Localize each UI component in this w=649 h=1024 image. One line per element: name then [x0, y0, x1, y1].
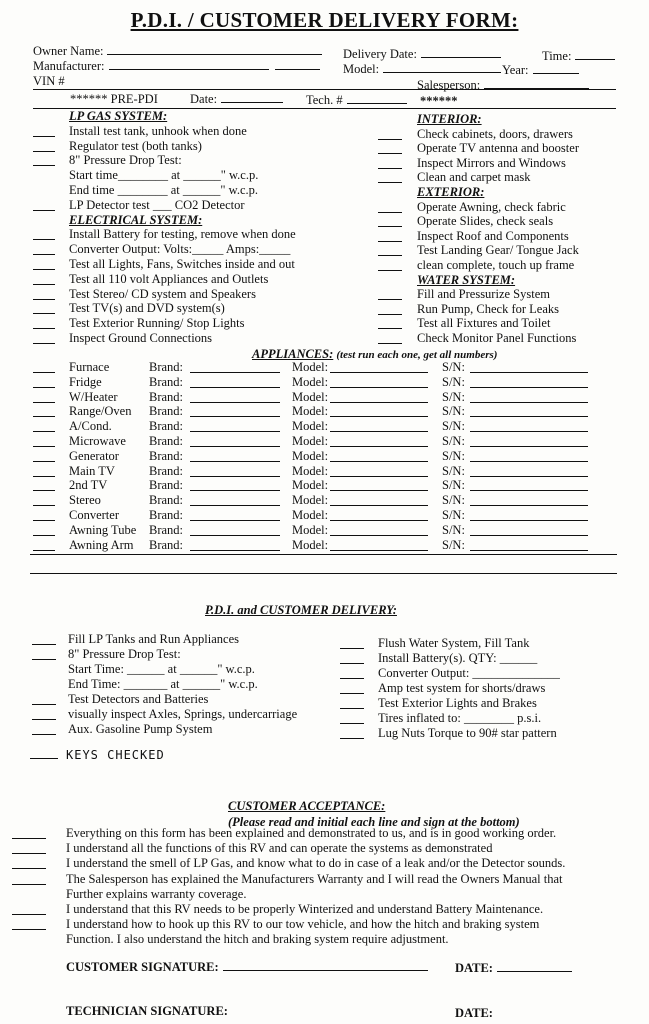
section-heading: ELECTRICAL SYSTEM: [69, 212, 203, 227]
appliance-sn-label: S/N: [442, 463, 465, 478]
appliance-sn-label: S/N: [442, 360, 465, 374]
check-blank[interactable] [378, 139, 402, 140]
form-title: P.D.I. / CUSTOMER DELIVERY FORM: [130, 8, 519, 32]
check-blank[interactable] [12, 914, 46, 915]
fill-in-field[interactable] [470, 535, 588, 536]
checklist-item: Lug Nuts Torque to 90# star pattern [378, 726, 557, 740]
vin-label: VIN # [33, 74, 65, 88]
fill-in-field[interactable] [470, 446, 588, 447]
time-field[interactable] [575, 49, 615, 60]
checklist-item: The Salesperson has explained the Manufacturers Warranty and I will read the Owners Manual that [66, 871, 563, 886]
checklist-item: Test Exterior Running/ Stop Lights [69, 316, 245, 331]
appliance-name-label: Converter [69, 508, 119, 522]
appliance-name-label: Awning Arm [69, 537, 134, 552]
check-blank[interactable] [33, 372, 55, 373]
customer-signature-field[interactable] [223, 960, 428, 971]
fill-in-field[interactable] [190, 416, 280, 417]
technician-signature-label: TECHNICIAN SIGNATURE: [66, 1004, 228, 1018]
appliance-brand-label: Brand: [149, 434, 184, 448]
check-blank[interactable] [378, 314, 402, 315]
fill-in-field[interactable] [190, 431, 280, 432]
check-blank[interactable] [340, 663, 364, 664]
appliance-brand-label: Brand: [149, 374, 184, 389]
checklist-item: Inspect Mirrors and Windows [417, 155, 566, 170]
fill-in-field[interactable] [330, 476, 428, 477]
appliance-sn-label: S/N: [442, 537, 465, 552]
appliance-sn-label: S/N: [442, 389, 465, 404]
appliance-name-label: Fridge [69, 374, 102, 389]
appliance-model-label: Model: [292, 522, 329, 537]
customer-date-field[interactable] [497, 961, 572, 972]
checklist-item: End Time: _______ at ______" w.c.p. [68, 677, 258, 691]
appliance-model-label: Model: [292, 419, 329, 434]
appliance-brand-label: Brand: [149, 478, 184, 493]
check-blank[interactable] [378, 226, 402, 227]
checklist-item: I understand that this RV needs to be properly Winterized and understand Battery Maintenance. [66, 902, 544, 916]
check-blank[interactable] [33, 461, 55, 462]
appliance-model-label: Model: [292, 404, 329, 419]
prepdi-date-label: Date: [190, 92, 283, 107]
appliance-brand-label: Brand: [149, 360, 184, 374]
checklist-item: clean complete, touch up frame [417, 258, 575, 272]
fill-in-field[interactable] [470, 416, 588, 417]
checklist-item: Operate Awning, check fabric [417, 199, 566, 214]
checklist-item: I understand how to hook up this RV to our tow vehicle, and how the hitch and braking system [66, 917, 540, 932]
appliances-heading: APPLIANCES: (test run each one, get all numbers) [252, 347, 498, 361]
check-blank[interactable] [33, 165, 55, 166]
appliance-model-label: Model: [292, 508, 329, 522]
check-blank[interactable] [378, 328, 402, 329]
keys-checked-blank[interactable] [30, 758, 58, 759]
check-blank[interactable] [33, 151, 55, 152]
section-heading: INTERIOR: [417, 112, 482, 126]
checklist-item: Inspect Ground Connections [69, 331, 213, 345]
checklist-item: Inspect Roof and Components [417, 228, 569, 243]
appliance-name-label: Generator [69, 448, 119, 463]
section-divider [30, 573, 617, 574]
check-blank[interactable] [378, 182, 402, 183]
appliance-model-label: Model: [292, 478, 329, 493]
appliance-brand-label: Brand: [149, 448, 184, 463]
check-blank[interactable] [12, 868, 46, 869]
acceptance-heading: CUSTOMER ACCEPTANCE: [228, 799, 386, 813]
appliance-name-label: Main TV [69, 463, 115, 478]
check-blank[interactable] [340, 708, 364, 709]
checklist-item: Test Detectors and Batteries [68, 692, 209, 706]
checklist-item: Check cabinets, doors, drawers [417, 126, 573, 141]
year-field[interactable] [533, 63, 579, 74]
salesperson-field[interactable] [484, 78, 589, 89]
fill-in-field[interactable] [470, 387, 588, 388]
check-blank[interactable] [33, 239, 55, 240]
appliance-name-label: Awning Tube [69, 522, 137, 537]
appliance-brand-label: Brand: [149, 508, 184, 522]
fill-in-field[interactable] [470, 476, 588, 477]
checklist-item: Test Exterior Lights and Brakes [378, 696, 537, 710]
appliance-model-label: Model: [292, 448, 329, 463]
check-blank[interactable] [33, 136, 55, 137]
checklist-item: Test Stereo/ CD system and Speakers [69, 286, 256, 301]
checklist-item: Install test tank, unhook when done [69, 123, 247, 138]
fill-in-field[interactable] [190, 550, 280, 551]
appliance-brand-label: Brand: [149, 522, 184, 537]
appliance-name-label: 2nd TV [69, 478, 108, 493]
checklist-item: Test Landing Gear/ Tongue Jack [417, 243, 579, 258]
check-blank[interactable] [33, 520, 55, 521]
check-blank[interactable] [32, 719, 56, 720]
checklist-item: LP Detector test ___ CO2 Detector [69, 197, 245, 212]
check-blank[interactable] [378, 153, 402, 154]
check-blank[interactable] [340, 678, 364, 679]
delivery-date-label: Delivery Date: [343, 47, 501, 62]
check-blank[interactable] [33, 284, 55, 285]
fill-in-field[interactable] [190, 490, 280, 491]
checklist-item: Test all Fixtures and Toilet [417, 316, 551, 331]
fill-in-field[interactable] [330, 505, 428, 506]
checklist-item: 8" Pressure Drop Test: [68, 647, 181, 661]
appliance-brand-label: Brand: [149, 537, 184, 552]
fill-in-field[interactable] [330, 535, 428, 536]
fill-in-field[interactable] [190, 446, 280, 447]
time-label: Time: [542, 49, 615, 64]
appliance-name-label: Stereo [69, 493, 101, 508]
check-blank[interactable] [340, 693, 364, 694]
checklist-item: Regulator test (both tanks) [69, 138, 202, 153]
fill-in-field[interactable] [470, 431, 588, 432]
appliance-sn-label: S/N: [442, 522, 465, 537]
checklist-item: Test TV(s) and DVD system(s) [69, 301, 225, 316]
salesperson-label: Salesperson: [417, 78, 589, 93]
check-blank[interactable] [12, 929, 46, 930]
checklist-item: I understand all the functions of this RV and can operate the systems as demonstrated [66, 841, 493, 856]
appliance-brand-label: Brand: [149, 389, 184, 404]
appliance-model-label: Model: [292, 493, 329, 508]
appliance-name-label: W/Heater [69, 389, 118, 404]
section-heading: WATER SYSTEM: [417, 272, 516, 287]
appliance-name-label: Range/Oven [69, 404, 132, 419]
model-label: Model: [343, 62, 501, 77]
check-blank[interactable] [33, 269, 55, 270]
check-blank[interactable] [378, 343, 402, 344]
check-blank[interactable] [378, 212, 402, 213]
fill-in-field[interactable] [470, 490, 588, 491]
section-heading: LP GAS SYSTEM: [69, 109, 168, 123]
fill-in-field[interactable] [470, 402, 588, 403]
check-blank[interactable] [33, 431, 55, 432]
appliance-model-label: Model: [292, 463, 329, 478]
model-field[interactable] [383, 62, 501, 73]
fill-in-field[interactable] [330, 490, 428, 491]
section-heading: EXTERIOR: [417, 185, 485, 199]
check-blank[interactable] [32, 659, 56, 660]
check-blank[interactable] [340, 648, 364, 649]
fill-in-field[interactable] [190, 505, 280, 506]
owner-name-field[interactable] [107, 44, 322, 55]
fill-in-field[interactable] [330, 520, 428, 521]
check-blank[interactable] [33, 490, 55, 491]
checklist-item: Install Battery for testing, remove when done [69, 227, 296, 242]
keys-checked-handwriting: KEYS CHECKED [66, 748, 165, 762]
fill-in-field[interactable] [190, 372, 280, 373]
appliance-model-label: Model: [292, 374, 329, 389]
checklist-item: Clean and carpet mask [417, 170, 531, 185]
appliance-model-label: Model: [292, 360, 329, 374]
manufacturer-label: Manufacturer: [33, 59, 320, 74]
section-divider [30, 554, 617, 555]
check-blank[interactable] [33, 550, 55, 551]
check-blank[interactable] [33, 387, 55, 388]
checklist-item: Converter Output: Volts:_____ Amps:_____ [69, 242, 291, 257]
check-blank[interactable] [33, 446, 55, 447]
appliance-brand-label: Brand: [149, 493, 184, 508]
acceptance-note: (Please read and initial each line and sign at the bottom) [228, 815, 520, 829]
manufacturer-field[interactable] [109, 59, 269, 70]
check-blank[interactable] [32, 704, 56, 705]
fill-in-field[interactable] [190, 402, 280, 403]
check-blank[interactable] [12, 838, 46, 839]
check-blank[interactable] [33, 343, 55, 344]
check-blank[interactable] [33, 313, 55, 314]
appliance-sn-label: S/N: [442, 434, 465, 448]
fill-in-field[interactable] [190, 520, 280, 521]
checklist-item: Aux. Gasoline Pump System [68, 722, 213, 736]
appliance-model-label: Model: [292, 537, 329, 552]
appliance-name-label: A/Cond. [69, 419, 112, 434]
fill-in-field[interactable] [330, 461, 428, 462]
check-blank[interactable] [33, 505, 55, 506]
delivery-heading: P.D.I. and CUSTOMER DELIVERY: [205, 603, 397, 617]
appliance-sn-label: S/N: [442, 374, 465, 389]
prepdi-tech-label: Tech. # [306, 93, 407, 108]
fill-in-field[interactable] [190, 387, 280, 388]
check-blank[interactable] [33, 476, 55, 477]
technician-date-label: DATE: [455, 1006, 493, 1020]
check-blank[interactable] [340, 738, 364, 739]
fill-in-field[interactable] [470, 550, 588, 551]
checklist-item: Start Time: ______ at ______" w.c.p. [68, 662, 255, 676]
check-blank[interactable] [378, 299, 402, 300]
check-blank[interactable] [32, 644, 56, 645]
appliance-sn-label: S/N: [442, 419, 465, 434]
check-blank[interactable] [33, 416, 55, 417]
fill-in-field[interactable] [330, 372, 428, 373]
fill-in-field[interactable] [330, 387, 428, 388]
checklist-item: Further explains warranty coverage. [66, 886, 247, 901]
appliance-sn-label: S/N: [442, 478, 465, 493]
appliance-sn-label: S/N: [442, 404, 465, 419]
check-blank[interactable] [378, 241, 402, 242]
owner-name-label: Owner Name: [33, 44, 322, 59]
check-blank[interactable] [33, 535, 55, 536]
fill-in-field[interactable] [190, 476, 280, 477]
appliance-sn-label: S/N: [442, 448, 465, 463]
checklist-item: Operate Slides, check seals [417, 214, 554, 229]
fill-in-field[interactable] [190, 535, 280, 536]
fill-in-field[interactable] [470, 520, 588, 521]
checklist-item: Converter Output: ______________ [378, 666, 560, 680]
checklist-item: Fill and Pressurize System [417, 287, 550, 302]
check-blank[interactable] [340, 723, 364, 724]
check-blank[interactable] [32, 734, 56, 735]
appliance-name-label: Furnace [69, 360, 110, 374]
appliance-model-label: Model: [292, 434, 329, 448]
check-blank[interactable] [33, 254, 55, 255]
checklist-item: Everything on this form has been explained and demonstrated to us, and is in good working order. [66, 826, 557, 840]
check-blank[interactable] [33, 402, 55, 403]
check-blank[interactable] [12, 884, 46, 885]
check-blank[interactable] [12, 853, 46, 854]
check-blank[interactable] [378, 270, 402, 271]
check-blank[interactable] [378, 168, 402, 169]
checklist-item: Tires inflated to: ________ p.s.i. [378, 711, 542, 725]
fill-in-field[interactable] [330, 402, 428, 403]
fill-in-field[interactable] [330, 550, 428, 551]
checklist-item: Run Pump, Check for Leaks [417, 301, 559, 316]
customer-signature-label: CUSTOMER SIGNATURE: [66, 960, 428, 975]
prepdi-tech-field[interactable] [347, 93, 407, 104]
checklist-item: I understand the smell of LP Gas, and know what to do in case of a leak and/or the Detector sounds. [66, 856, 566, 871]
fill-in-field[interactable] [330, 446, 428, 447]
checklist-item: 8" Pressure Drop Test: [69, 153, 182, 168]
prepdi-label: ****** PRE-PDI [70, 92, 158, 106]
customer-date-label: DATE: [455, 961, 572, 976]
checklist-item: Start time________ at ______" w.c.p. [69, 168, 259, 183]
fill-in-field[interactable] [470, 505, 588, 506]
checklist-item: Flush Water System, Fill Tank [378, 636, 530, 650]
appliance-name-label: Microwave [69, 434, 126, 448]
check-blank[interactable] [378, 255, 402, 256]
appliance-brand-label: Brand: [149, 404, 184, 419]
checklist-item: Amp test system for shorts/draws [378, 681, 546, 695]
appliance-brand-label: Brand: [149, 419, 184, 434]
delivery-date-field[interactable] [421, 47, 501, 58]
checklist-item: Function. I also understand the hitch and braking system require adjustment. [66, 932, 449, 947]
appliance-sn-label: S/N: [442, 493, 465, 508]
fill-in-field[interactable] [330, 416, 428, 417]
fill-in-field[interactable] [470, 461, 588, 462]
prepdi-date-field[interactable] [221, 92, 283, 103]
checklist-item: Test all 110 volt Appliances and Outlets [69, 271, 269, 286]
appliance-model-label: Model: [292, 389, 329, 404]
check-blank[interactable] [33, 328, 55, 329]
fill-in-field[interactable] [190, 461, 280, 462]
appliance-sn-label: S/N: [442, 508, 465, 522]
appliance-brand-label: Brand: [149, 463, 184, 478]
fill-in-field[interactable] [330, 431, 428, 432]
check-blank[interactable] [33, 210, 55, 211]
prepdi-stars: ****** [420, 94, 458, 108]
checklist-item: Install Battery(s). QTY: ______ [378, 651, 538, 665]
checklist-item: Check Monitor Panel Functions [417, 331, 577, 345]
checklist-item: Fill LP Tanks and Run Appliances [68, 632, 239, 646]
checklist-item: Operate TV antenna and booster [417, 141, 579, 156]
fill-in-field[interactable] [470, 372, 588, 373]
checklist-item: visually inspect Axles, Springs, undercarriage [68, 707, 298, 721]
checklist-item: End time ________ at ______" w.c.p. [69, 183, 258, 197]
checklist-item: Test all Lights, Fans, Switches inside and out [69, 257, 295, 271]
year-label: Year: [502, 63, 579, 78]
check-blank[interactable] [33, 299, 55, 300]
